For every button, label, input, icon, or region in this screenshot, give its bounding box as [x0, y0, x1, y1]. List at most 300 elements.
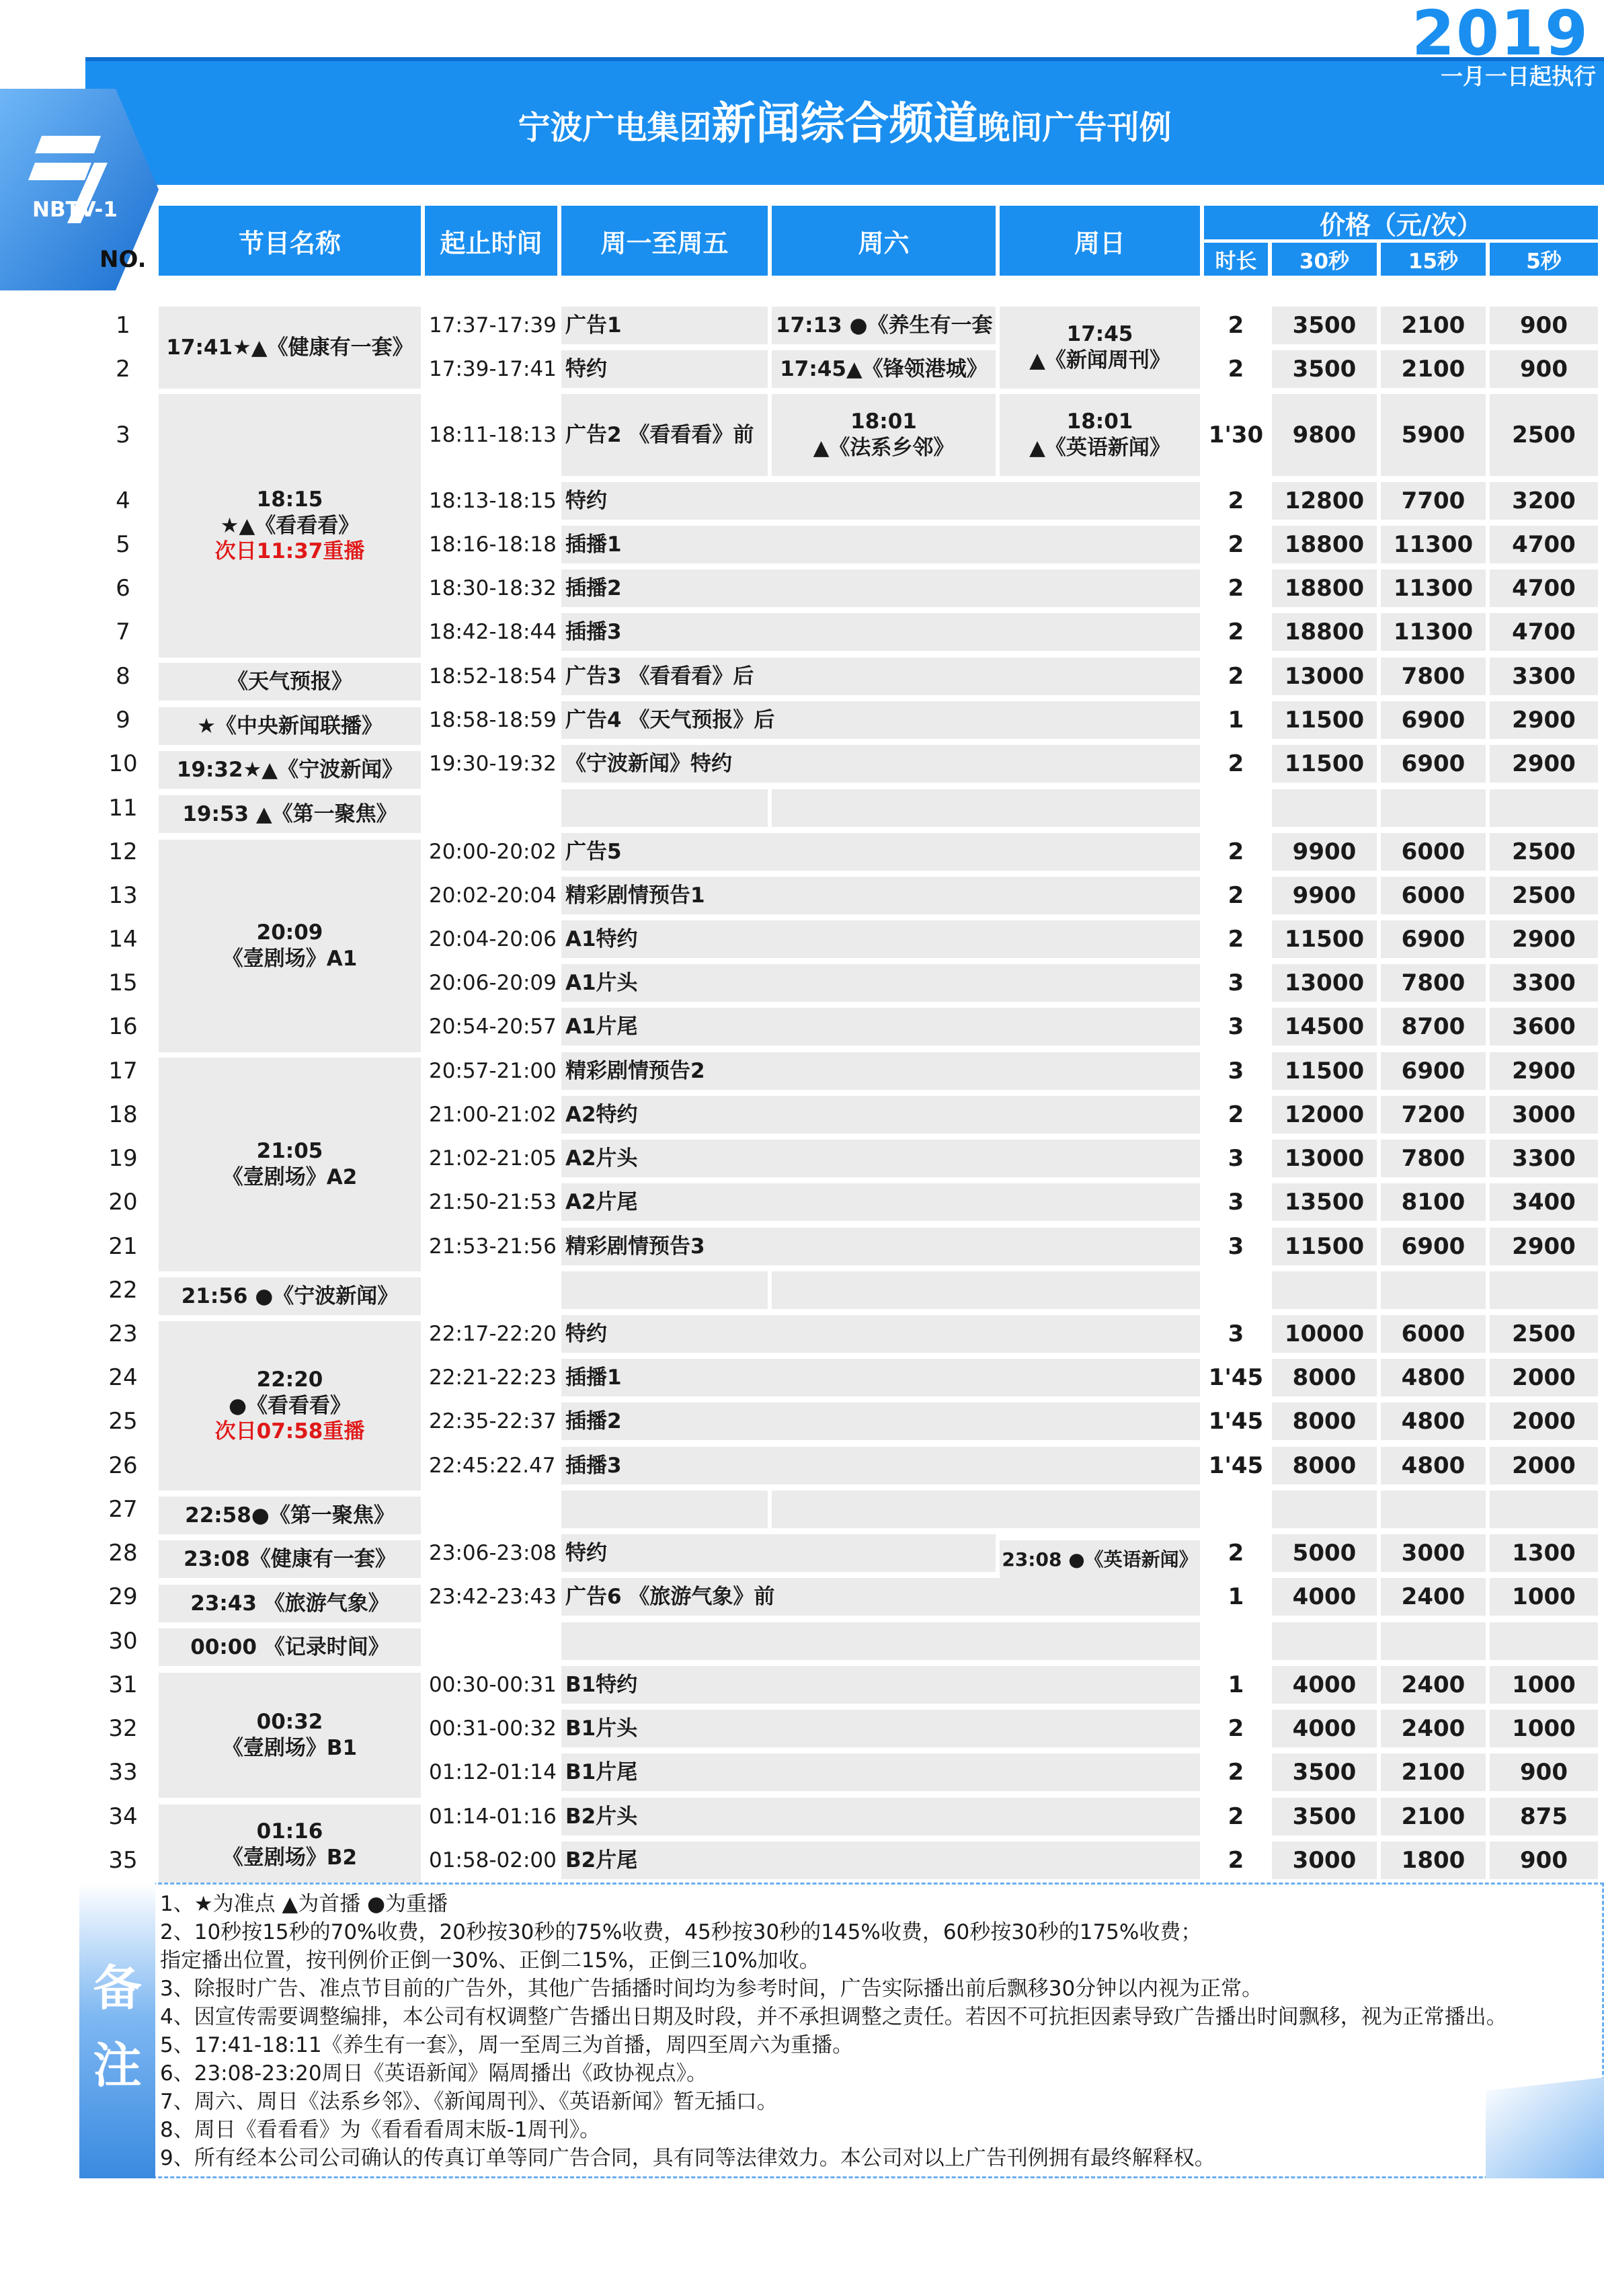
duration-cell: 2: [1228, 1714, 1244, 1742]
price-15s-cell: 6900: [1381, 701, 1486, 739]
price-30s-cell: 9900: [1272, 833, 1377, 871]
price-15s-cell: 2100: [1381, 350, 1486, 388]
price-5s-cell: 1000: [1490, 1666, 1598, 1704]
price-15s-cell: 2400: [1381, 1710, 1486, 1747]
ad-slot-cell: 插播3: [561, 613, 1200, 651]
program-time: 01:16: [256, 1819, 323, 1844]
ad-slot-cell: A2片尾: [561, 1183, 1200, 1221]
price-30s-cell: 11500: [1272, 1228, 1377, 1265]
saturday-cell: [772, 394, 996, 476]
ad-slot-cell: 广告3 《看看看》后: [561, 658, 1200, 695]
sunday-cell: 23:08 ●《英语新闻》: [1000, 1540, 1200, 1578]
price-30s-cell: 4000: [1272, 1710, 1377, 1747]
price-5s-cell: 1000: [1490, 1578, 1598, 1616]
ad-slot-cell: 精彩剧情预告1: [561, 877, 1200, 914]
ad-slot-cell: [561, 1491, 768, 1528]
row-number: 18: [108, 1101, 138, 1128]
col-header-price: 价格（元/次）: [1204, 206, 1598, 239]
row-number: 31: [108, 1671, 138, 1698]
price-30s-cell: 3500: [1272, 1753, 1377, 1791]
price-30s-cell: 11500: [1272, 745, 1377, 783]
col-header-weekday: 周一至周五: [561, 206, 768, 276]
saturday-time: 18:01: [850, 409, 917, 434]
price-30s-cell: 10000: [1272, 1315, 1377, 1353]
time-cell: 17:39-17:41: [429, 356, 557, 381]
price-5s-cell: 4700: [1490, 613, 1598, 651]
note-item: 6、23:08-23:20周日《英语新闻》隔周播出《政协视点》。: [160, 2061, 708, 2086]
weekend-empty-cell: [772, 1491, 1200, 1528]
duration-cell: 2: [1228, 311, 1244, 339]
duration-cell: 2: [1228, 925, 1244, 953]
program-cell: [159, 840, 421, 1052]
row-number: 25: [108, 1407, 138, 1435]
row-number: 13: [108, 881, 138, 909]
row-number: 7: [116, 618, 130, 645]
price-15s-cell: 8700: [1381, 1008, 1486, 1045]
price-5s-cell: 900: [1490, 350, 1598, 388]
duration-cell: 3: [1228, 1188, 1244, 1216]
notes-label-bottom: 注: [93, 2037, 142, 2094]
duration-cell: 2: [1228, 530, 1244, 558]
program-name: ★▲《看看看》: [220, 513, 360, 538]
price-30s-cell: 13000: [1272, 658, 1377, 695]
price-30s-cell: [1272, 1622, 1377, 1660]
program-cell: 19:53 ▲《第一聚焦》: [159, 795, 421, 833]
price-30s-cell: 18800: [1272, 613, 1377, 651]
price-15s-cell: 5900: [1381, 394, 1486, 476]
duration-cell: 2: [1228, 487, 1244, 514]
ad-slot-cell: B1片尾: [561, 1753, 1200, 1791]
price-5s-cell: 3300: [1490, 964, 1598, 1002]
row-number: 14: [108, 925, 138, 953]
col-header-30s: 30秒: [1272, 243, 1377, 276]
duration-cell: [1204, 789, 1268, 827]
program-cell: 23:43 《旅游气象》: [159, 1585, 421, 1622]
price-5s-cell: 2500: [1490, 394, 1598, 476]
time-cell: 23:06-23:08: [429, 1540, 557, 1565]
note-item: 4、因宣传需要调整编排，本公司有权调整广告播出日期及时段，并不承担调整之责任。若因不可抗拒因素导致广告播出时间飘移，视为正常播出。: [160, 2005, 1507, 2029]
time-cell: 19:30-19:32: [429, 751, 557, 776]
price-30s-cell: 18800: [1272, 569, 1377, 607]
sunday-program: ▲《英语新闻》: [1029, 436, 1170, 460]
price-30s-cell: 12000: [1272, 1096, 1377, 1134]
price-15s-cell: 4800: [1381, 1447, 1486, 1485]
program-cell: ★《中央新闻联播》: [159, 707, 421, 745]
row-number: 8: [116, 662, 130, 690]
notes-label: [79, 1950, 155, 2104]
col-header-time: 起止时间: [425, 206, 557, 276]
saturday-program: ▲《法系乡邻》: [813, 436, 955, 460]
program-cell: [159, 1805, 421, 1885]
sunday-time: 18:01: [1066, 409, 1133, 434]
row-number: 3: [116, 421, 130, 448]
time-cell: 01:14-01:16: [429, 1804, 557, 1829]
duration-cell: 2: [1228, 618, 1244, 645]
ad-slot-cell: B1特约: [561, 1666, 1200, 1704]
year-label: 2019: [1411, 0, 1589, 69]
row-number: 28: [108, 1539, 138, 1567]
price-5s-cell: 2500: [1490, 833, 1598, 871]
title-channel: 新闻综合频道: [711, 97, 978, 149]
duration-cell: 2: [1228, 1101, 1244, 1128]
price-5s-cell: 2000: [1490, 1447, 1598, 1485]
price-30s-cell: [1272, 789, 1377, 827]
ad-slot-cell: B1片头: [561, 1710, 1200, 1747]
program-cell: 23:08《健康有一套》: [159, 1540, 421, 1578]
row-number: 15: [108, 969, 138, 996]
ad-slot-cell: A2片头: [561, 1140, 1200, 1177]
time-cell: 18:42-18:44: [429, 619, 557, 644]
duration-cell: 2: [1228, 1758, 1244, 1786]
row-number: 26: [108, 1452, 138, 1479]
duration-cell: 2: [1228, 1539, 1244, 1567]
time-cell: 18:16-18:18: [429, 532, 557, 557]
program-time: 21:05: [256, 1139, 323, 1164]
ad-slot-cell: 插播2: [561, 569, 1200, 607]
price-30s-cell: [1272, 1271, 1377, 1309]
time-cell: 22:35-22:37: [429, 1409, 557, 1433]
price-30s-cell: 3500: [1272, 307, 1377, 344]
program-name: 《壹剧场》A2: [222, 1165, 358, 1189]
duration-cell: 1'45: [1208, 1363, 1264, 1391]
row-number: 32: [108, 1714, 138, 1742]
price-5s-cell: 2500: [1490, 877, 1598, 914]
time-cell: 18:30-18:32: [429, 576, 557, 600]
time-cell: 21:00-21:02: [429, 1102, 557, 1127]
duration-cell: [1204, 1491, 1268, 1528]
program-cell: 19:32★▲《宁波新闻》: [159, 751, 421, 789]
duration-cell: 2: [1228, 355, 1244, 383]
time-cell: 20:57-21:00: [429, 1058, 557, 1083]
col-header-sunday: 周日: [1000, 206, 1200, 276]
duration-cell: 2: [1228, 838, 1244, 865]
weekend-empty-cell: [772, 1271, 1200, 1309]
corner-decoration: [1486, 2077, 1604, 2178]
price-5s-cell: 2500: [1490, 1315, 1598, 1353]
price-15s-cell: 7700: [1381, 482, 1486, 520]
ad-slot-cell: 广告4 《天气预报》后: [561, 701, 1200, 739]
row-number: 4: [116, 487, 130, 514]
note-item: 2、10秒按15秒的70%收费，20秒按30秒的75%收费，45秒按30秒的145%收费，60秒按30秒的175%收费；: [160, 1920, 1202, 1944]
duration-cell: [1204, 1622, 1268, 1660]
price-30s-cell: 5000: [1272, 1534, 1377, 1572]
price-5s-cell: [1490, 1622, 1598, 1660]
time-cell: [425, 1622, 557, 1660]
price-5s-cell: 2900: [1490, 701, 1598, 739]
price-15s-cell: 11300: [1381, 526, 1486, 563]
time-cell: 20:06-20:09: [429, 970, 557, 995]
row-number: 33: [108, 1758, 138, 1786]
time-cell: 18:58-18:59: [429, 707, 557, 732]
price-5s-cell: 2900: [1490, 745, 1598, 783]
row-number: 22: [108, 1276, 138, 1304]
duration-cell: 1: [1228, 1583, 1244, 1610]
row-number: 35: [108, 1846, 138, 1874]
col-header-duration: 时长: [1204, 243, 1268, 276]
ad-slot-cell: 精彩剧情预告3: [561, 1228, 1200, 1265]
duration-cell: 2: [1228, 881, 1244, 909]
price-15s-cell: [1381, 1491, 1486, 1528]
time-cell: 17:37-17:39: [429, 313, 557, 338]
duration-cell: 1'45: [1208, 1452, 1264, 1479]
row-number: 2: [116, 355, 130, 383]
time-cell: [425, 789, 557, 827]
program-time: 22:20: [256, 1367, 323, 1392]
price-15s-cell: 6900: [1381, 1228, 1486, 1265]
price-5s-cell: 3000: [1490, 1096, 1598, 1134]
price-5s-cell: 1300: [1490, 1534, 1598, 1572]
ad-slot-cell: 插播1: [561, 1359, 1200, 1396]
price-15s-cell: 6000: [1381, 1315, 1486, 1353]
time-cell: 22:17-22:20: [429, 1321, 557, 1346]
price-5s-cell: 2900: [1490, 920, 1598, 958]
price-15s-cell: 6900: [1381, 920, 1486, 958]
time-cell: 18:11-18:13: [429, 422, 557, 447]
row-number: 21: [108, 1232, 138, 1260]
sunday-program: ▲《新闻周刊》: [1029, 348, 1170, 372]
duration-cell: 3: [1228, 1057, 1244, 1084]
price-30s-cell: 4000: [1272, 1666, 1377, 1704]
col-header-no: NO.: [99, 246, 147, 273]
duration-cell: 1'30: [1208, 421, 1264, 448]
duration-cell: 3: [1228, 1320, 1244, 1347]
row-number: 11: [108, 794, 138, 822]
price-30s-cell: 14500: [1272, 1008, 1377, 1045]
row-number: 20: [108, 1188, 138, 1216]
duration-cell: 1: [1228, 706, 1244, 734]
note-item: 5、17:41-18:11《养生有一套》，周一至周三为首播，周四至周六为重播。: [160, 2033, 854, 2057]
price-15s-cell: 2100: [1381, 307, 1486, 344]
duration-cell: 3: [1228, 1232, 1244, 1260]
program-cell: 《天气预报》: [159, 663, 421, 701]
time-cell: 20:00-20:02: [429, 839, 557, 864]
row-number: 24: [108, 1363, 138, 1391]
row-number: 16: [108, 1013, 138, 1040]
ad-slot-cell: A1片尾: [561, 1008, 1200, 1045]
price-5s-cell: 900: [1490, 1842, 1598, 1879]
note-item: 1、★为准点 ▲为首播 ●为重播: [160, 1892, 448, 1916]
time-cell: 22:21-22:23: [429, 1365, 557, 1390]
price-15s-cell: 6900: [1381, 1052, 1486, 1090]
price-15s-cell: 11300: [1381, 569, 1486, 607]
sunday-time: 17:45: [1066, 322, 1133, 347]
saturday-cell: 17:13 ●《养生有一套: [772, 307, 996, 344]
price-30s-cell: 4000: [1272, 1578, 1377, 1616]
duration-cell: 2: [1228, 662, 1244, 690]
program-name: 《壹剧场》B2: [222, 1846, 358, 1870]
time-cell: 00:30-00:31: [429, 1672, 557, 1697]
ad-slot-cell: [561, 1622, 1200, 1660]
col-header-saturday: 周六: [772, 206, 996, 276]
time-cell: [425, 1271, 557, 1309]
price-30s-cell: 8000: [1272, 1402, 1377, 1440]
header-top-line: [85, 57, 1604, 61]
price-5s-cell: 2900: [1490, 1228, 1598, 1265]
price-30s-cell: 11500: [1272, 1052, 1377, 1090]
program-cell: [159, 1058, 421, 1271]
price-15s-cell: 2400: [1381, 1666, 1486, 1704]
row-number: 30: [108, 1627, 138, 1655]
price-30s-cell: 13500: [1272, 1183, 1377, 1221]
price-5s-cell: [1490, 789, 1598, 827]
price-5s-cell: 900: [1490, 1753, 1598, 1791]
duration-cell: 3: [1228, 1144, 1244, 1172]
program-time: 18:15: [256, 487, 323, 512]
time-cell: 00:31-00:32: [429, 1716, 557, 1741]
time-cell: 20:54-20:57: [429, 1014, 557, 1039]
ad-slot-cell: 精彩剧情预告2: [561, 1052, 1200, 1090]
program-cell: 22:58●《第一聚焦》: [159, 1497, 421, 1534]
ad-slot-cell: 特约: [561, 1315, 1200, 1353]
price-15s-cell: 4800: [1381, 1359, 1486, 1396]
row-number: 10: [108, 750, 138, 777]
time-cell: 21:50-21:53: [429, 1189, 557, 1214]
ad-slot-cell: 特约: [561, 1534, 996, 1572]
sunday-cell: [1000, 394, 1200, 476]
replay-note: 次日07:58重播: [214, 1419, 365, 1444]
price-30s-cell: 9900: [1272, 877, 1377, 914]
time-cell: 21:02-21:05: [429, 1146, 557, 1171]
duration-cell: 2: [1228, 1803, 1244, 1830]
price-15s-cell: 11300: [1381, 613, 1486, 651]
price-30s-cell: 3500: [1272, 1798, 1377, 1835]
duration-cell: 3: [1228, 969, 1244, 996]
price-15s-cell: 7800: [1381, 964, 1486, 1002]
price-5s-cell: 3200: [1490, 482, 1598, 520]
ad-slot-cell: 插播3: [561, 1447, 1200, 1485]
time-cell: 23:42-23:43: [429, 1584, 557, 1609]
ad-slot-cell: 广告1: [561, 307, 768, 344]
duration-cell: 1'45: [1208, 1407, 1264, 1435]
price-5s-cell: 3300: [1490, 658, 1598, 695]
price-15s-cell: 2100: [1381, 1798, 1486, 1835]
price-30s-cell: 13000: [1272, 964, 1377, 1002]
price-15s-cell: 6900: [1381, 745, 1486, 783]
weekend-empty-cell: [772, 789, 1200, 827]
ad-slot-cell: [561, 789, 768, 827]
price-15s-cell: 6000: [1381, 833, 1486, 871]
time-cell: 22:45:22.47: [429, 1453, 556, 1478]
ad-slot-cell: [561, 1271, 768, 1309]
note-item: 9、所有经本公司公司确认的传真订单等同广告合同，具有同等法律效力。本公司对以上广告刊例拥有最终解释权。: [160, 2146, 1215, 2170]
sunday-cell: [1000, 307, 1200, 389]
price-15s-cell: 6000: [1381, 877, 1486, 914]
title-subject: 晚间广告刊例: [977, 109, 1172, 147]
price-15s-cell: 2400: [1381, 1578, 1486, 1616]
col-header-program: 节目名称: [159, 206, 421, 276]
program-cell: [159, 1673, 421, 1798]
price-5s-cell: 875: [1490, 1798, 1598, 1835]
price-30s-cell: 12800: [1272, 482, 1377, 520]
program-cell: 00:00 《记录时间》: [159, 1628, 421, 1666]
time-cell: [425, 1491, 557, 1528]
note-item: 3、除报时广告、准点节目前的广告外，其他广告插播时间均为参考时间，广告实际播出前后飘移30分钟以内视为正常。: [160, 1977, 1263, 2001]
time-cell: 20:02-20:04: [429, 883, 557, 908]
price-15s-cell: 2100: [1381, 1753, 1486, 1791]
ad-slot-cell: A1片头: [561, 964, 1200, 1002]
price-5s-cell: 4700: [1490, 569, 1598, 607]
price-5s-cell: 2000: [1490, 1402, 1598, 1440]
ad-slot-cell: A1特约: [561, 920, 1200, 958]
price-5s-cell: 3600: [1490, 1008, 1598, 1045]
ad-slot-cell: 插播1: [561, 526, 1200, 563]
ad-slot-cell: 《宁波新闻》特约: [561, 745, 1200, 783]
duration-cell: 2: [1228, 750, 1244, 777]
price-30s-cell: 3000: [1272, 1842, 1377, 1879]
price-15s-cell: 7800: [1381, 1140, 1486, 1177]
notes-label-top: 备: [93, 1960, 142, 2016]
price-15s-cell: 4800: [1381, 1402, 1486, 1440]
row-number: 34: [108, 1803, 138, 1830]
price-30s-cell: 8000: [1272, 1359, 1377, 1396]
program-name: ●《看看看》: [228, 1393, 352, 1418]
price-15s-cell: [1381, 1271, 1486, 1309]
col-header-15s: 15秒: [1381, 243, 1486, 276]
price-5s-cell: [1490, 1491, 1598, 1528]
program-cell: [159, 1321, 421, 1491]
program-cell: [159, 394, 421, 658]
effective-date-note: 一月一日起执行: [1441, 63, 1596, 89]
price-5s-cell: 4700: [1490, 526, 1598, 563]
time-cell: 18:13-18:15: [429, 488, 557, 513]
duration-cell: 3: [1228, 1013, 1244, 1040]
price-30s-cell: [1272, 1491, 1377, 1528]
price-30s-cell: 18800: [1272, 526, 1377, 563]
ad-slot-cell: 特约: [561, 482, 1200, 520]
row-number: 12: [108, 838, 138, 865]
price-5s-cell: 2000: [1490, 1359, 1598, 1396]
program-time: 20:09: [256, 920, 323, 945]
time-cell: 01:12-01:14: [429, 1759, 557, 1784]
price-30s-cell: 9800: [1272, 394, 1377, 476]
price-5s-cell: 3400: [1490, 1183, 1598, 1221]
replay-note: 次日11:37重播: [214, 539, 365, 564]
price-15s-cell: 1800: [1381, 1842, 1486, 1879]
price-15s-cell: 7200: [1381, 1096, 1486, 1134]
time-cell: 20:04-20:06: [429, 926, 557, 951]
row-number: 9: [116, 706, 130, 734]
duration-cell: 1: [1228, 1671, 1244, 1698]
row-number: 6: [116, 574, 130, 602]
price-30s-cell: 11500: [1272, 701, 1377, 739]
price-15s-cell: [1381, 1622, 1486, 1660]
price-30s-cell: 3500: [1272, 350, 1377, 388]
saturday-cell: 17:45▲《锋领港城》: [772, 350, 996, 388]
price-30s-cell: 8000: [1272, 1447, 1377, 1485]
row-number: 23: [108, 1320, 138, 1347]
price-5s-cell: 900: [1490, 307, 1598, 344]
ad-slot-cell: 插播2: [561, 1402, 1200, 1440]
ad-slot-cell: B2片尾: [561, 1842, 1200, 1879]
duration-cell: 2: [1228, 574, 1244, 602]
price-30s-cell: 11500: [1272, 920, 1377, 958]
ad-slot-cell: B2片头: [561, 1798, 1200, 1835]
title-group: 宁波广电集团: [518, 109, 712, 147]
price-5s-cell: [1490, 1271, 1598, 1309]
ad-slot-cell: 特约: [561, 350, 768, 388]
row-number: 19: [108, 1144, 138, 1172]
time-cell: 01:58-02:00: [429, 1848, 557, 1872]
logo-text: NBTV-1: [32, 198, 118, 222]
duration-cell: 2: [1228, 1846, 1244, 1874]
ad-slot-cell: A2特约: [561, 1096, 1200, 1134]
price-5s-cell: 3300: [1490, 1140, 1598, 1177]
col-header-5s: 5秒: [1490, 243, 1598, 276]
row-number: 17: [108, 1057, 138, 1084]
ad-slot-cell: 广告6 《旅游气象》前: [561, 1578, 1200, 1616]
row-number: 5: [116, 530, 130, 558]
price-30s-cell: 13000: [1272, 1140, 1377, 1177]
